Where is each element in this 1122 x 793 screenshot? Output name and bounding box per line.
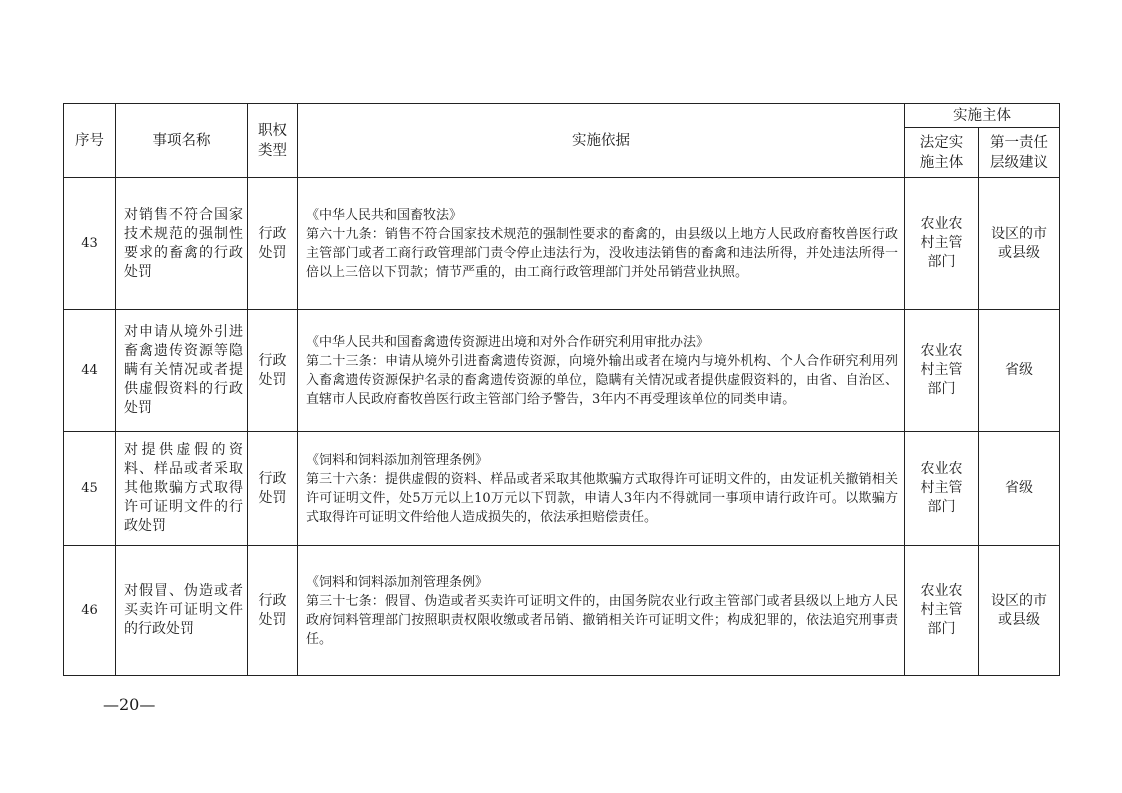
table-row (64, 432, 1060, 546)
row-basis (298, 310, 905, 432)
row-seq: 46 (64, 546, 116, 676)
row-first-level: 省级 (979, 432, 1060, 546)
row-type: 行政 处罚 (248, 178, 298, 310)
basis-title: 《中华人民共和国畜牧法》 (306, 207, 463, 223)
row-seq: 44 (64, 310, 116, 432)
header-name: 事项名称 (116, 104, 248, 178)
basis-text: 第二十三条：申请从境外引进畜禽遗传资源，向境外输出或者在境内与境外机构、个人合作研究利用列入畜禽遗传资源保护名录的畜禽遗传资源的单位，隐瞒有关情况或者提供虚假资料的，由省、自治区、直辖市人民政府畜牧兽医行政主管部门给予警告，3年内不再受理该单位的同类申请。 (306, 353, 898, 407)
table-row (64, 178, 1060, 310)
matters-table (63, 103, 1060, 676)
row-basis (298, 546, 905, 676)
basis-title: 《中华人民共和国畜禽遗传资源进出境和对外合作研究利用审批办法》 (306, 334, 710, 350)
basis-title: 《饲料和饲料添加剂管理条例》 (306, 574, 489, 590)
row-seq: 43 (64, 178, 116, 310)
row-legal-subject: 农业农 村主管 部门 (905, 432, 979, 546)
basis-title: 《饲料和饲料添加剂管理条例》 (306, 452, 489, 468)
basis-text: 第三十七条：假冒、伪造或者买卖许可证明文件的，由国务院农业行政主管部门或者县级以上地方人民政府饲料管理部门按照职责权限收缴或者吊销、撤销相关许可证明文件；构成犯罪的，依法追究刑事责任。 (306, 593, 898, 647)
row-first-level: 省级 (979, 310, 1060, 432)
row-legal-subject: 农业农 村主管 部门 (905, 546, 979, 676)
row-first-level: 设区的市 或县级 (979, 546, 1060, 676)
table-row (64, 546, 1060, 676)
page-number: —20— (103, 695, 156, 714)
row-legal-subject: 农业农 村主管 部门 (905, 310, 979, 432)
row-basis (298, 178, 905, 310)
header-basis: 实施依据 (298, 104, 905, 178)
row-type: 行政 处罚 (248, 310, 298, 432)
row-basis (298, 432, 905, 546)
row-legal-subject: 农业农 村主管 部门 (905, 178, 979, 310)
row-type: 行政 处罚 (248, 432, 298, 546)
header-seq: 序号 (64, 104, 116, 178)
row-name: 对假冒、伪造或者买卖许可证明文件的行政处罚 (116, 546, 248, 676)
header-legal-subject: 法定实 施主体 (905, 128, 979, 178)
row-seq: 45 (64, 432, 116, 546)
header-first-level: 第一责任 层级建议 (979, 128, 1060, 178)
header-subject: 实施主体 (905, 104, 1060, 128)
row-name: 对提供虚假的资料、样品或者采取其他欺骗方式取得许可证明文件的行政处罚 (116, 432, 248, 546)
table-row (64, 310, 1060, 432)
basis-text: 第三十六条：提供虚假的资料、样品或者采取其他欺骗方式取得许可证明文件的，由发证机关撤销相关许可证明文件，处5万元以上10万元以下罚款，申请人3年内不得就同一事项申请行政许可。以欺骗方式取得许可证明文件给他人造成损失的，依法承担赔偿责任。 (306, 471, 898, 525)
row-first-level: 设区的市 或县级 (979, 178, 1060, 310)
row-name: 对申请从境外引进畜禽遗传资源等隐瞒有关情况或者提供虚假资料的行政处罚 (116, 310, 248, 432)
row-type: 行政 处罚 (248, 546, 298, 676)
basis-text: 第六十九条：销售不符合国家技术规范的强制性要求的畜禽的，由县级以上地方人民政府畜牧兽医行政主管部门或者工商行政管理部门责令停止违法行为，没收违法销售的畜禽和违法所得，并处违法所得一倍以上三倍以下罚款；情节严重的，由工商行政管理部门并处吊销营业执照。 (306, 226, 898, 280)
header-type: 职权 类型 (248, 104, 298, 178)
row-name: 对销售不符合国家技术规范的强制性要求的畜禽的行政处罚 (116, 178, 248, 310)
